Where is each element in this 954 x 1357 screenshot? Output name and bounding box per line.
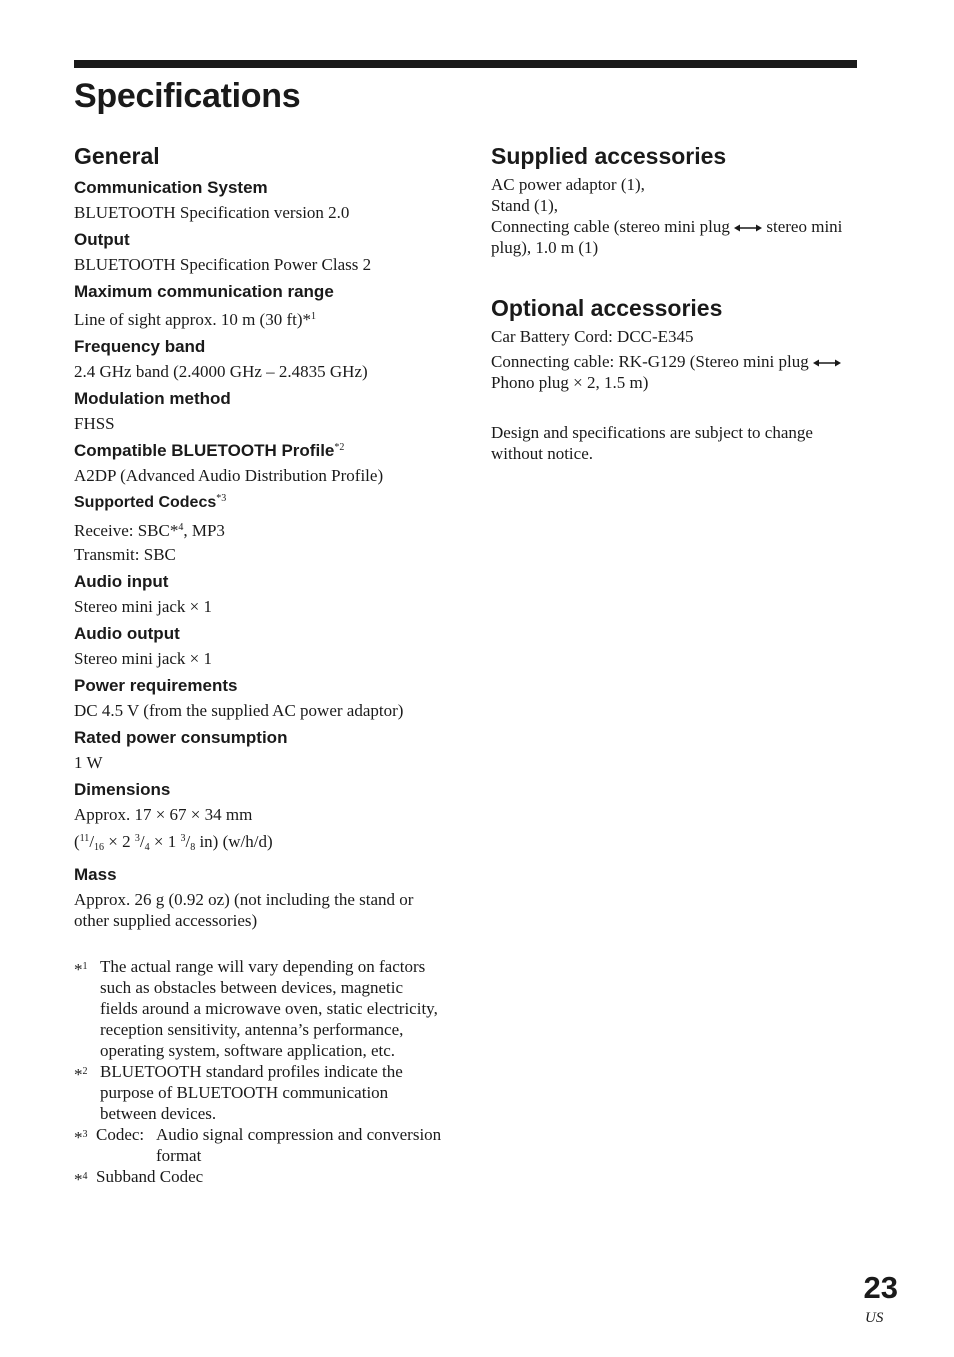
spec-modulation xyxy=(74,382,444,434)
page-title: Specifications xyxy=(74,77,301,115)
spec-label: Communication System xyxy=(74,178,268,197)
spec-max-range xyxy=(74,275,444,330)
supplied-accessories-list xyxy=(491,171,861,258)
spec-value: Stereo mini jack × 1 xyxy=(74,597,213,616)
region-code: US xyxy=(865,1310,884,1326)
spec-audio-output xyxy=(74,617,444,669)
footnote-1 xyxy=(74,956,444,1061)
accessory-line: Car Battery Cord: DCC-E345 xyxy=(491,327,694,346)
footnote-term: Codec: xyxy=(96,1125,145,1144)
spec-label: Output xyxy=(74,230,130,249)
spec-dimensions xyxy=(74,773,444,858)
top-rule xyxy=(74,60,857,68)
accessory-line: Stand (1), xyxy=(491,196,559,215)
accessory-line: Connecting cable: RK-G129 (Stereo mini plug Phono plug × 2, 1.5 m) xyxy=(491,351,861,393)
spec-value: BLUETOOTH Specification Power Class 2 xyxy=(74,255,372,274)
spec-value: Stereo mini jack × 1 xyxy=(74,649,213,668)
optional-accessories-list xyxy=(491,323,861,393)
footnote-mark: *$^2$ xyxy=(74,1065,88,1084)
spec-power-consumption xyxy=(74,721,444,773)
footnote-text: Subband Codec xyxy=(96,1167,204,1186)
spec-label: Supported Codecs xyxy=(74,494,217,511)
spec-output xyxy=(74,223,444,275)
spec-label: Rated power consumption xyxy=(74,728,288,747)
spec-label: Audio output xyxy=(74,624,180,643)
spec-value: DC 4.5 V (from the supplied AC power adaptor) xyxy=(74,701,404,720)
supplied-accessories-heading: Supplied accessories xyxy=(491,143,727,169)
spec-frequency-band xyxy=(74,330,444,382)
dimensions-imperial: ($^{11}/_{16} \times 2$ $^3/_4 \times 1$ $^3/_8$ in) (w/h/d) xyxy=(74,832,273,853)
accessory-line: Connecting cable (stereo mini plug stereo mini plug), 1.0 m (1) xyxy=(491,217,843,257)
spec-communication-system xyxy=(74,171,444,223)
footnote-ref: 4 xyxy=(178,522,184,533)
double-arrow-icon xyxy=(734,223,762,233)
spec-profile xyxy=(74,434,444,486)
spec-value: FHSS xyxy=(74,414,115,433)
spec-label: Maximum communication range xyxy=(74,282,334,301)
footnote-ref: 1 xyxy=(311,311,317,322)
optional-accessories-heading: Optional accessories xyxy=(491,295,723,321)
footnote-ref: *3 xyxy=(216,493,227,504)
spec-value: Line of sight approx. 10 m (30 ft)* xyxy=(74,310,312,329)
footnote-3 xyxy=(74,1124,444,1166)
spec-label: Power requirements xyxy=(74,676,238,695)
spec-codecs xyxy=(74,486,444,565)
accessories-column xyxy=(491,141,861,464)
spec-value: 1 W xyxy=(74,753,103,772)
page-number: 23 xyxy=(863,1270,898,1305)
spec-audio-input xyxy=(74,565,444,617)
notice-text: Design and specifications are subject to change without notice. xyxy=(491,423,813,463)
spec-value: Receive: SBC* xyxy=(74,521,179,540)
spec-value: Transmit: SBC xyxy=(74,545,176,564)
spec-label: Audio input xyxy=(74,572,169,591)
footnote-mark: *$^4$ xyxy=(74,1170,88,1189)
general-column xyxy=(74,141,444,1187)
spec-power xyxy=(74,669,444,721)
footnote-text: Audio signal compression and conversion format xyxy=(156,1125,442,1165)
spec-label: Dimensions xyxy=(74,780,171,799)
spec-value: Approx. 26 g (0.92 oz) (not including the stand or other supplied accessories) xyxy=(74,890,414,930)
accessory-line: AC power adaptor (1), xyxy=(491,175,645,194)
spec-label: Mass xyxy=(74,865,117,884)
general-heading: General xyxy=(74,143,160,169)
footnote-mark: *$^3$ xyxy=(74,1128,88,1147)
spec-value: 2.4 GHz band (2.4000 GHz – 2.4835 GHz) xyxy=(74,362,368,381)
spec-mass xyxy=(74,858,444,931)
spec-value: A2DP (Advanced Audio Distribution Profile) xyxy=(74,466,384,485)
spec-label: Compatible BLUETOOTH Profile xyxy=(74,441,335,460)
spec-label: Frequency band xyxy=(74,337,206,356)
footnote-ref: *2 xyxy=(334,442,345,453)
footnote-4 xyxy=(74,1166,444,1187)
footnote-mark: *$^1$ xyxy=(74,960,88,979)
footnote-text: The actual range will vary depending on factors such as obstacles between devices, magnetic fields around a microwave oven, static electricity, reception sensitivity, antenna’s performance, operating system, software application, etc. xyxy=(100,957,438,1060)
spec-value: Approx. 17 × 67 × 34 mm xyxy=(74,805,253,824)
spec-value-tail: , MP3 xyxy=(183,521,225,540)
footnote-text: BLUETOOTH standard profiles indicate the purpose of BLUETOOTH communication between devices. xyxy=(100,1062,403,1123)
double-arrow-icon xyxy=(813,358,841,368)
spec-label: Modulation method xyxy=(74,389,231,408)
footnotes xyxy=(74,956,444,1187)
spec-value: BLUETOOTH Specification version 2.0 xyxy=(74,203,350,222)
footnote-2 xyxy=(74,1061,444,1124)
